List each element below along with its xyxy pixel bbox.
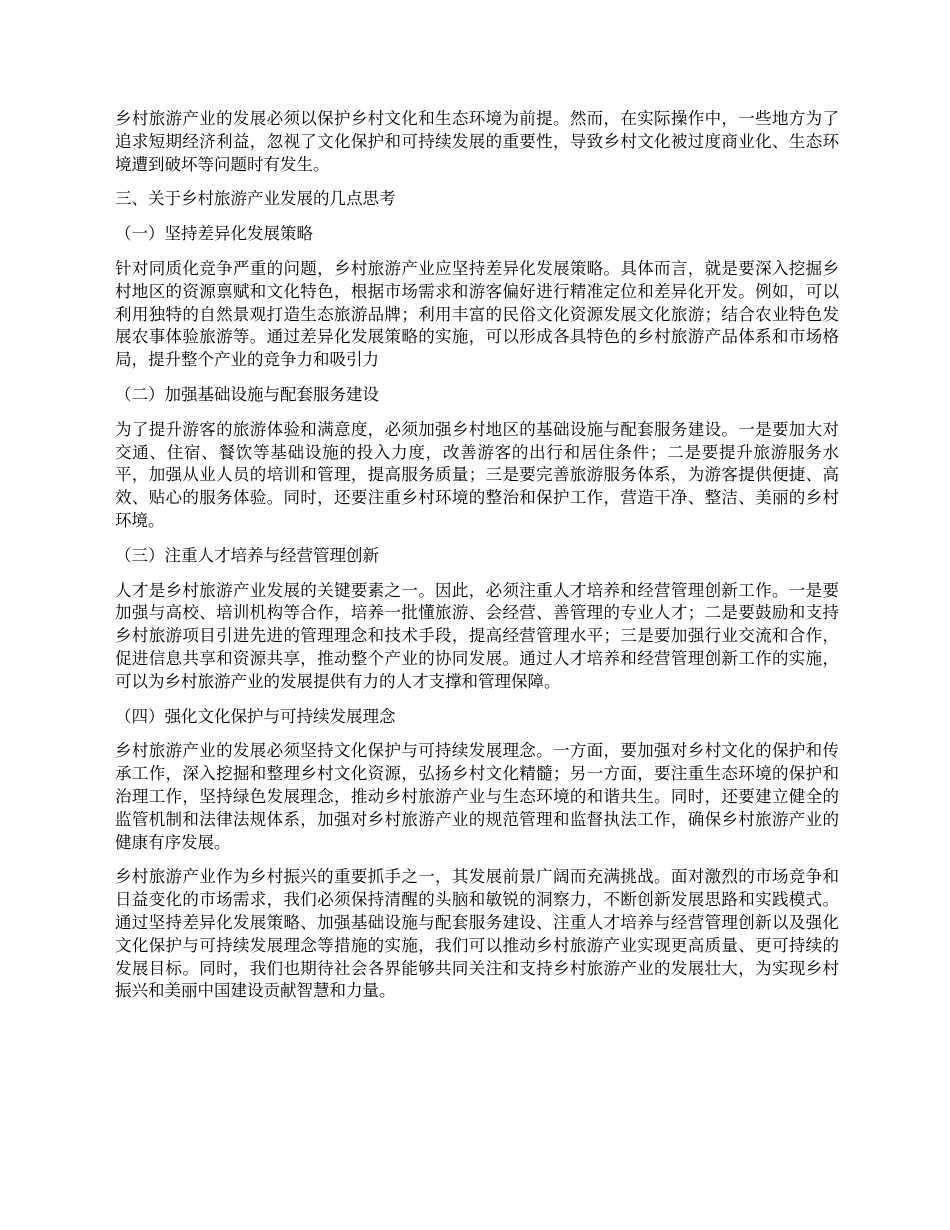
document-page (115, 108, 839, 1015)
paragraph-talent: 人才是乡村旅游产业发展的关键要素之一。因此，必须注重人才培养和经营管理创新工作。一是要加强与高校、培训机构等合作，培养一批懂旅游、会经营、善管理的专业人才；二是要鼓励和支持乡村旅游项目引进先进的管理理念和技术手段，提高经营管理水平；三是要加强行业交流和合作，促进信息共享和资源共享，推动整个产业的协同发展。通过人才培养和经营管理创新工作的实施，可以为乡村旅游产业的发展提供有力的人才支撑和管理保障。 (115, 580, 839, 691)
paragraph-intro: 乡村旅游产业的发展必须以保护乡村文化和生态环境为前提。然而，在实际操作中，一些地方为了追求短期经济利益，忽视了文化保护和可持续发展的重要性，导致乡村文化被过度商业化、生态环境遭到破坏等问题时有发生。 (115, 109, 839, 174)
paragraph-differentiation: 针对同质化竞争严重的问题，乡村旅游产业应坚持差异化发展策略。具体而言，就是要深入挖掘乡村地区的资源禀赋和文化特色，根据市场需求和游客偏好进行精准定位和差异化开发。例如，可以利用独特的自然景观打造生态旅游品牌；利用丰富的民俗文化资源发展文化旅游；结合农业特色发展农事体验旅游等。通过差异化发展策略的实施，可以形成各具特色的乡村旅游产品体系和市场格局，提升整个产业的竞争力和吸引力 (115, 258, 839, 370)
subsection-heading-3: （三）注重人才培养与经营管理创新 (115, 545, 379, 565)
section-heading: 三、关于乡村旅游产业发展的几点思考 (115, 189, 396, 209)
paragraph-culture-protection: 乡村旅游产业的发展必须坚持文化保护与可持续发展理念。一方面，要加强对乡村文化的保护和传承工作，深入挖掘和整理乡村文化资源，弘扬乡村文化精髓；另一方面，要注重生态环境的保护和治理工作，坚持绿色发展理念，推动乡村旅游产业与生态环境的和谐共生。同时，还要建立健全的监管机制和法律法规体系，加强对乡村旅游产业的规范管理和监督执法工作，确保乡村旅游产业的健康有序发展。 (115, 741, 839, 852)
subsection-heading-4: （四）强化文化保护与可持续发展理念 (115, 706, 396, 726)
subsection-heading-1: （一）坚持差异化发展策略 (115, 224, 313, 244)
paragraph-conclusion: 乡村旅游产业作为乡村振兴的重要抓手之一，其发展前景广阔而充满挑战。面对激烈的市场竞争和日益变化的市场需求，我们必须保持清醒的头脑和敏锐的洞察力，不断创新发展思路和实践模式。通过坚持差异化发展策略、加强基础设施与配套服务建设、注重人才培养与经营管理创新以及强化文化保护与可持续发展理念等措施的实施，我们可以推动乡村旅游产业实现更高质量、更可持续的发展目标。同时，我们也期待社会各界能够共同关注和支持乡村旅游产业的发展壮大，为实现乡村振兴和美丽中国建设贡献智慧和力量。 (115, 867, 839, 1001)
paragraph-infrastructure: 为了提升游客的旅游体验和满意度，必须加强乡村地区的基础设施与配套服务建设。一是要加大对交通、住宿、餐饮等基础设施的投入力度，改善游客的出行和居住条件；二是要提升旅游服务水平，加强从业人员的培训和管理，提高服务质量；三是要完善旅游服务体系，为游客提供便捷、高效、贴心的服务体验。同时，还要注重乡村环境的整治和保护工作，营造干净、整洁、美丽的乡村环境。 (115, 419, 839, 530)
subsection-heading-2: （二）加强基础设施与配套服务建设 (115, 384, 379, 404)
